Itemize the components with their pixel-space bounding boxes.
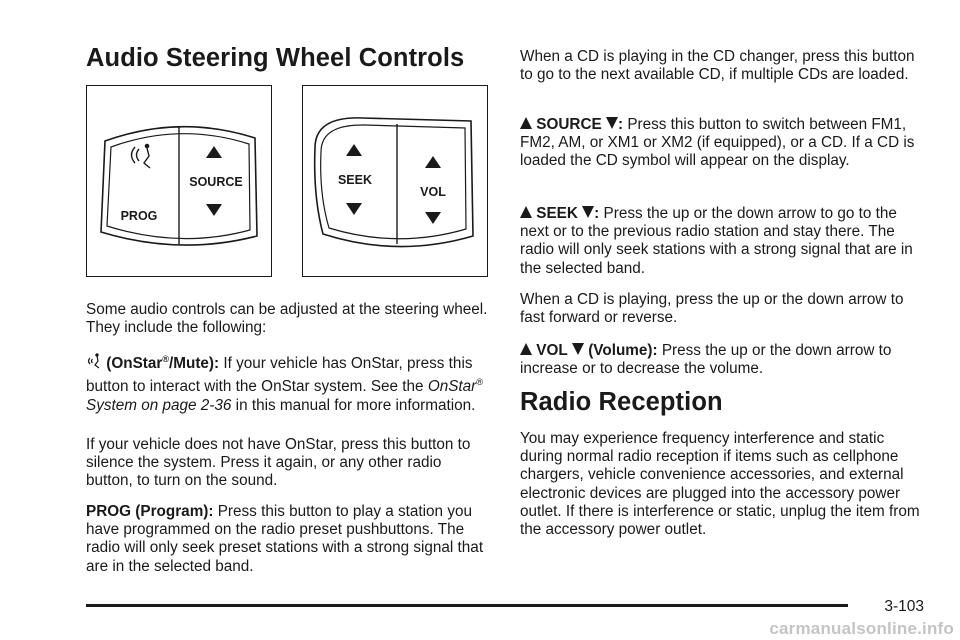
radio-reception-paragraph: You may experience frequency interference and static during normal radio reception if items such as cellphone chargers, vehicle convenience accessories, and external electronic devices are plugged into the accessory power outlet. If there is interference or static, unplug the item from the accessory power outlet. (520, 430, 920, 539)
up-triangle-icon (520, 116, 532, 130)
footer-rule (86, 604, 848, 607)
up-triangle-icon (520, 342, 532, 356)
onstar-icon (86, 353, 102, 369)
source-up-arrow-icon (206, 146, 222, 158)
seek-paragraph: SEEK : Press the up or the down arrow to go to the next or to the previous radio station and stay there. The radio will only seek stations with a strong signal that are in the selected band. (520, 205, 913, 277)
prog-paragraph: PROG (Program): Press this button to play a station you have programmed on the radio preset pushbuttons. The radio will only seek preset stations with a strong signal that are in the selected band. (86, 503, 484, 575)
vol-down-arrow-icon (425, 212, 441, 224)
right-steering-control-illustration (302, 85, 488, 277)
onstar-paragraph: (OnStar®/Mute): If your vehicle has OnStar, press this button to interact with the OnStar system. See the OnStar® System on page 2-36 in this manual for more information. (86, 354, 483, 414)
section-title-radio-reception: Radio Reception (520, 388, 723, 416)
intro-paragraph: Some audio controls can be adjusted at the steering wheel. They include the following: (86, 301, 488, 337)
prog-term: PROG (Program): (86, 503, 214, 520)
source-term: SOURCE (536, 116, 602, 133)
up-triangle-icon (520, 205, 532, 219)
seek-button-label: SEEK (337, 173, 373, 187)
onstar-system-reference-link[interactable]: OnStar® System on page 2-36 (86, 377, 483, 414)
seek-up-arrow-icon (346, 144, 362, 156)
left-steering-control-illustration (86, 85, 272, 277)
right-control-drawing (303, 86, 489, 278)
volume-paragraph: VOL (Volume): Press the up or the down arrow to increase or to decrease the volume. (520, 342, 892, 378)
down-triangle-icon (572, 342, 584, 356)
down-triangle-icon (582, 205, 594, 219)
no-onstar-paragraph: If your vehicle does not have OnStar, press this button to silence the system. Press it again, or any other radio button, to turn on the sound. (86, 436, 471, 490)
page-number: 3-103 (884, 598, 924, 615)
left-control-drawing (87, 86, 273, 278)
cd-fast-forward-paragraph: When a CD is playing, press the up or the down arrow to fast forward or reverse. (520, 291, 904, 327)
vol-up-arrow-icon (425, 156, 441, 168)
vol-button-label: VOL (420, 185, 446, 199)
vol-term: VOL (536, 342, 568, 359)
seek-down-arrow-icon (346, 203, 362, 215)
section-title-audio-steering-wheel-controls: Audio Steering Wheel Controls (86, 44, 465, 72)
seek-term: SEEK (536, 205, 578, 222)
onstar-term: (OnStar®/Mute): (106, 354, 220, 373)
source-button-label: SOURCE (189, 175, 243, 189)
prog-button-label: PROG (120, 209, 158, 223)
onstar-icon (132, 144, 151, 168)
source-paragraph: SOURCE : Press this button to switch between FM1, FM2, AM, or XM1 or XM2 (if equipped), or a CD. If a CD is loaded the CD symbol will appear on the display. (520, 116, 915, 170)
source-down-arrow-icon (206, 204, 222, 216)
cd-changer-paragraph: When a CD is playing in the CD changer, press this button to go to the next available CD, if multiple CDs are loaded. (520, 48, 915, 84)
watermark: carmanualsonline.info (769, 619, 954, 638)
down-triangle-icon (606, 116, 618, 130)
